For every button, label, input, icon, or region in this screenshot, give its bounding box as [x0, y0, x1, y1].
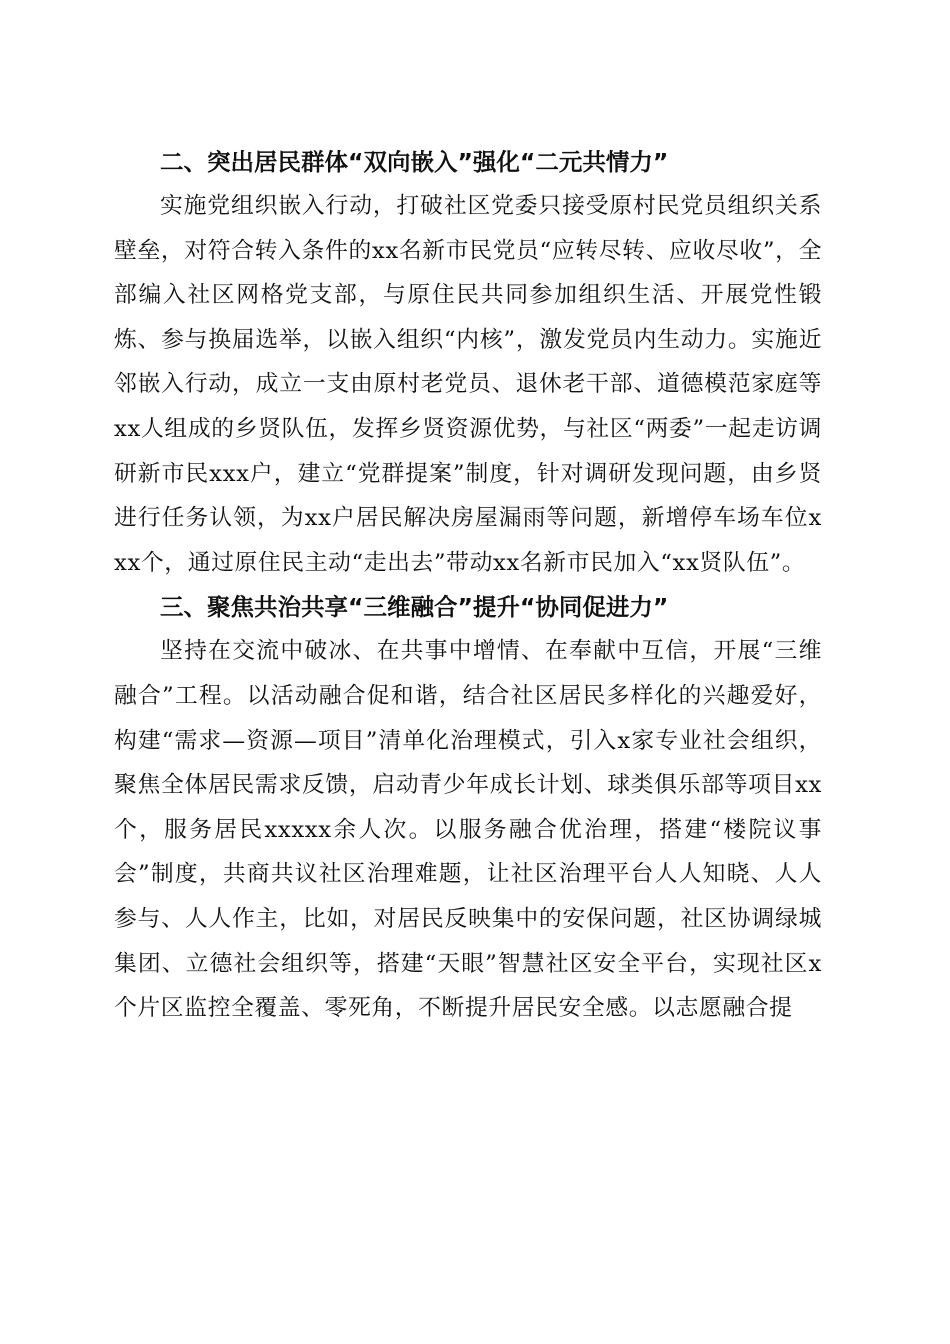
section-3-paragraph: 坚持在交流中破冰、在共事中增情、在奉献中互信，开展“三维融合”工程。以活动融合促和谐，结合社区居民多样化的兴趣爱好，构建“需求—资源—项目”清单化治理模式，引入x家专业社会组织，聚焦全体居民需求反馈，启动青少年成长计划、球类俱乐部等项目xx个，服务居民xxxxx余人次。以服务融合优治理，搭建“楼院议事会”制度，共商共议社区治理难题，让社区治理平台人人知晓、人人参与、人人作主，比如，对居民反映集中的安保问题，社区协调绿城集团、立德社会组织等，搭建“天眼”智慧社区安全平台，实现社区x个片区监控全覆盖、零死角，不断提升居民安全感。以志愿融合提 [114, 638, 822, 1022]
section-3-heading: 三、聚焦共治共享“三维融合”提升“协同促进力” [160, 593, 669, 622]
document-body [114, 140, 822, 1031]
section-2-heading: 二、突出居民群体“双向嵌入”强化“二元共情力” [160, 148, 669, 176]
section-2-paragraph: 实施党组织嵌入行动，打破社区党委只接受原村民党员组织关系壁垒，对符合转入条件的xx名新市民党员“应转尽转、应收尽收”，全部编入社区网格党支部，与原住民共同参加组织生活、开展党性锻炼、参与换届选举，以嵌入组织“内核”，激发党员内生动力。实施近邻嵌入行动，成立一支由原村老党员、退休老干部、道德模范家庭等xx人组成的乡贤队伍，发挥乡贤资源优势，与社区“两委”一起走访调研新市民xxx户，建立“党群提案”制度，针对调研发现问题，由乡贤进行任务认领，为xx户居民解决房屋漏雨等问题，新增停车场车位xxx个，通过原住民主动“走出去”带动xx名新市民加入“xx贤队伍”。 [114, 193, 822, 576]
